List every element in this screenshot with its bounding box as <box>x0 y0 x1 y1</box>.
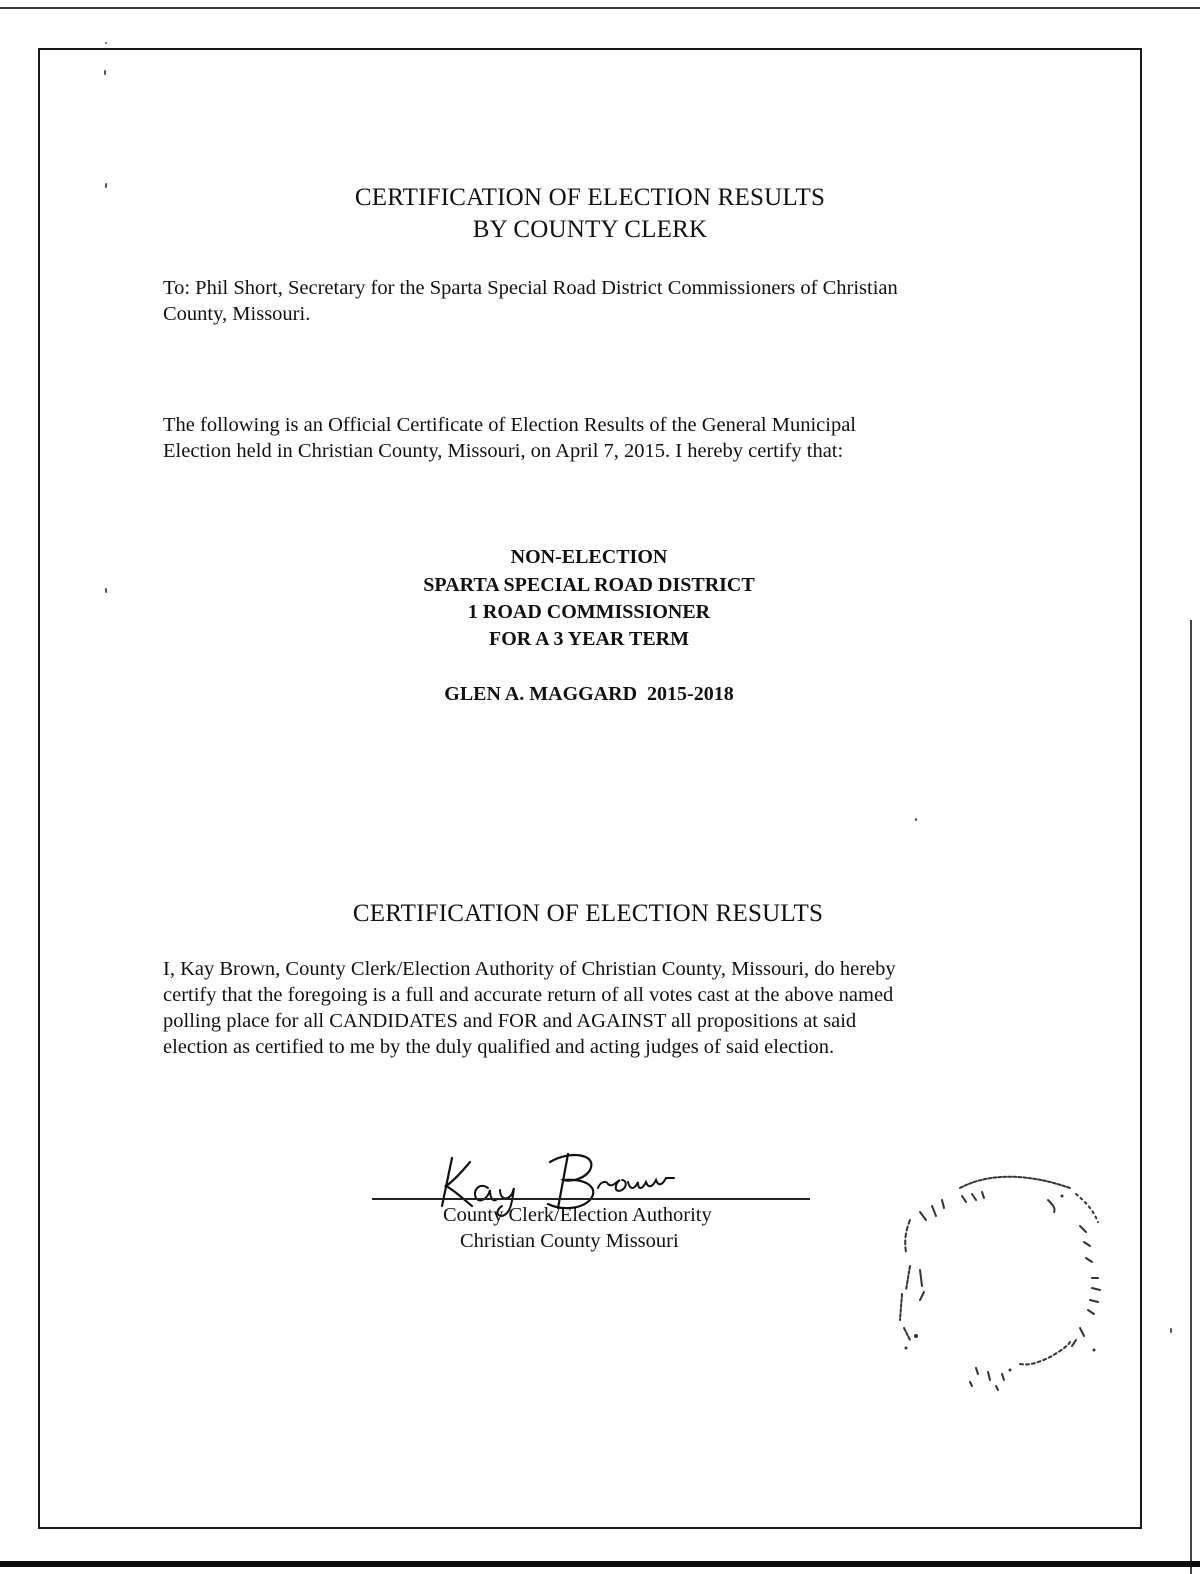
intro-line: Election held in Christian County, Missouri, on April 7, 2015. I hereby certify that: <box>163 440 844 462</box>
certification-paragraph <box>163 956 1043 1060</box>
certification-line: I, Kay Brown, County Clerk/Election Authority of Christian County, Missouri, do hereby <box>163 958 896 980</box>
signature-line <box>372 1198 810 1200</box>
document-title-line1: CERTIFICATION OF ELECTION RESULTS <box>354 184 826 211</box>
scan-speck <box>915 818 917 821</box>
scan-speck <box>104 70 106 75</box>
result-term: FOR A 3 YEAR TERM <box>488 628 690 650</box>
addressee-block <box>163 275 1043 327</box>
addressee-line: To: Phil Short, Secretary for the Sparta Special Road District Commissioners of Christian <box>163 277 898 299</box>
result-winner: GLEN A. MAGGARD 2015-2018 <box>444 683 734 705</box>
document-title-line2: BY COUNTY CLERK <box>472 216 708 243</box>
certification-line: certify that the foregoing is a full and accurate return of all votes cast at the above named <box>163 984 894 1006</box>
scan-speck <box>105 42 107 44</box>
addressee-line: County, Missouri. <box>163 303 311 325</box>
result-district: SPARTA SPECIAL ROAD DISTRICT <box>423 574 755 596</box>
certification-line: election as certified to me by the duly qualified and acting judges of said election. <box>163 1036 835 1058</box>
scan-speck <box>1170 1328 1172 1333</box>
result-office: 1 ROAD COMMISSIONER <box>467 601 711 623</box>
signature-county: Christian County Missouri <box>460 1230 679 1252</box>
county-seal-stamp <box>880 1160 1120 1410</box>
intro-line: The following is an Official Certificate of Election Results of the General Municipal <box>163 414 856 436</box>
certification-line: polling place for all CANDIDATES and FOR and AGAINST all propositions at said <box>163 1010 857 1032</box>
result-status: NON-ELECTION <box>510 546 668 568</box>
intro-paragraph <box>163 412 1043 464</box>
scan-top-edge <box>0 7 1200 9</box>
scan-right-edge <box>1190 620 1192 1574</box>
certification-heading: CERTIFICATION OF ELECTION RESULTS <box>352 900 824 927</box>
scan-bottom-edge <box>0 1561 1200 1567</box>
signature-title: County Clerk/Election Authority <box>443 1204 712 1226</box>
